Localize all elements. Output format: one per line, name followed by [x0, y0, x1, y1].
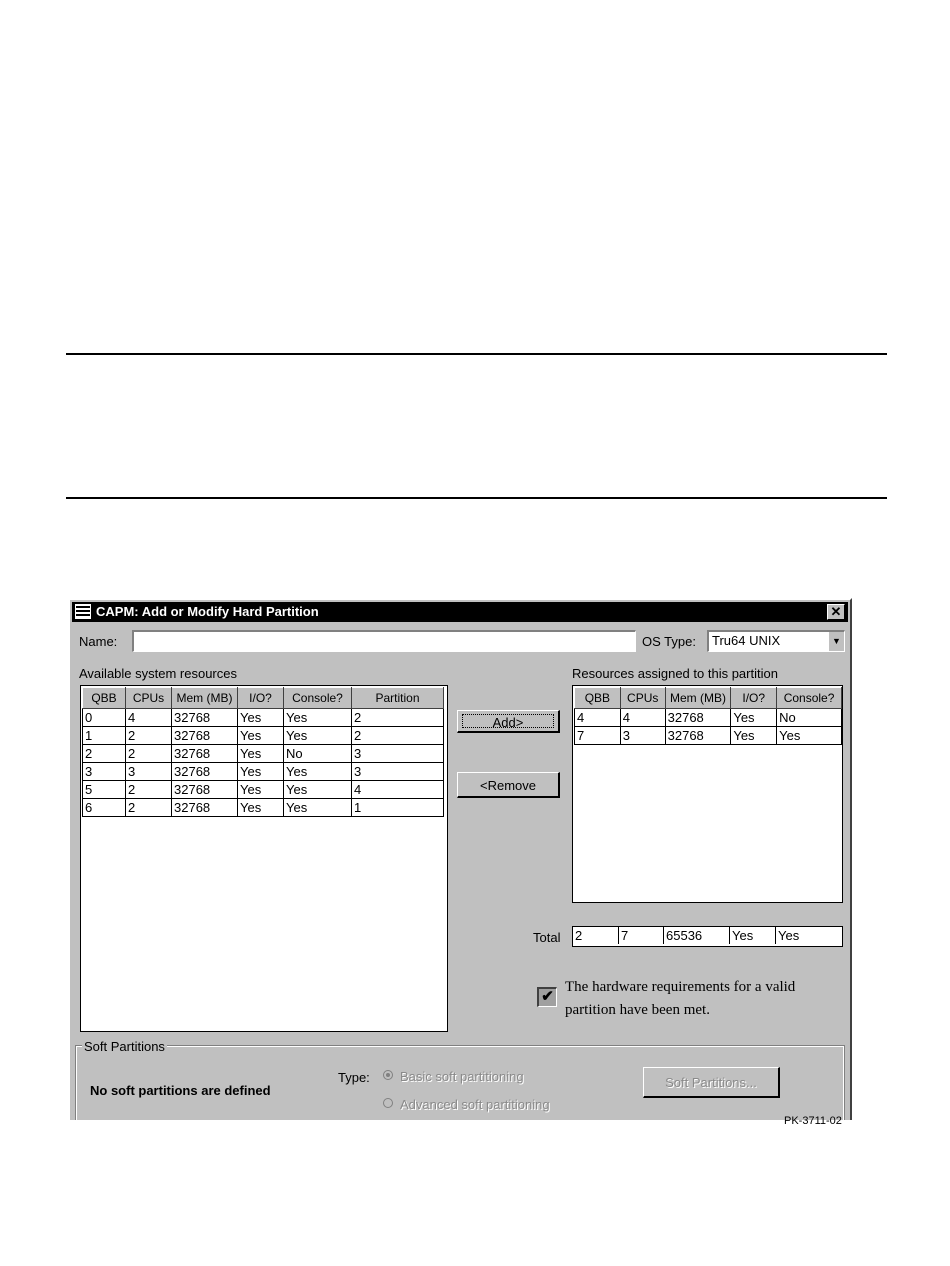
advanced-soft-partitioning-radio[interactable]: [383, 1098, 393, 1108]
assigned-resources-table[interactable]: [572, 685, 843, 903]
total-cell: Yes: [776, 927, 841, 944]
advanced-soft-partitioning-label[interactable]: Advanced soft partitioning: [400, 1097, 550, 1112]
chevron-down-icon[interactable]: ▼: [828, 632, 844, 651]
table-row[interactable]: [83, 799, 444, 817]
table-cell: 32768: [172, 727, 238, 745]
column-header[interactable]: Partition: [352, 688, 444, 709]
total-cell: 65536: [664, 927, 730, 944]
table-cell: Yes: [284, 727, 352, 745]
table-cell: 2: [126, 799, 172, 817]
table-cell: 32768: [172, 709, 238, 727]
table-cell: 4: [575, 709, 621, 727]
close-button[interactable]: [827, 604, 845, 620]
table-cell: 3: [352, 763, 444, 781]
requirements-checkbox[interactable]: [537, 987, 557, 1007]
table-row[interactable]: [83, 727, 444, 745]
table-cell: 2: [126, 745, 172, 763]
table-row[interactable]: [575, 727, 842, 745]
soft-partitions-group-label: Soft Partitions: [84, 1039, 165, 1054]
table-cell: 2: [126, 781, 172, 799]
total-label: Total: [533, 930, 561, 945]
close-icon: ✕: [830, 604, 842, 619]
top-rule: [66, 353, 887, 355]
table-cell: 2: [83, 745, 126, 763]
total-cell: Yes: [730, 927, 776, 944]
column-header[interactable]: Mem (MB): [665, 688, 731, 709]
soft-partitions-button-label: Soft Partitions...: [665, 1075, 757, 1090]
column-header[interactable]: Mem (MB): [172, 688, 238, 709]
table-row[interactable]: [83, 709, 444, 727]
column-header[interactable]: CPUs: [620, 688, 665, 709]
table-cell: 32768: [172, 781, 238, 799]
table-cell: Yes: [284, 781, 352, 799]
column-header[interactable]: I/O?: [238, 688, 284, 709]
remove-button[interactable]: [457, 772, 560, 798]
table-cell: 32768: [172, 799, 238, 817]
table-cell: Yes: [238, 745, 284, 763]
requirements-line-2: partition have been met.: [565, 1002, 710, 1018]
table-cell: Yes: [238, 727, 284, 745]
column-header[interactable]: Console?: [777, 688, 842, 709]
basic-soft-partitioning-radio[interactable]: [383, 1070, 393, 1080]
table-row[interactable]: [83, 763, 444, 781]
column-header[interactable]: QBB: [83, 688, 126, 709]
name-label: Name:: [79, 634, 118, 649]
bottom-rule: [66, 497, 887, 499]
remove-button-label: <Remove: [480, 778, 536, 793]
requirements-text: [565, 976, 795, 1022]
table-cell: Yes: [284, 709, 352, 727]
table-cell: Yes: [284, 763, 352, 781]
table-row[interactable]: [83, 745, 444, 763]
table-cell: 4: [126, 709, 172, 727]
table-cell: 4: [352, 781, 444, 799]
os-type-label: OS Type:: [642, 634, 696, 649]
column-header[interactable]: QBB: [575, 688, 621, 709]
table-cell: 7: [575, 727, 621, 745]
add-button[interactable]: [457, 710, 560, 733]
table-cell: Yes: [238, 781, 284, 799]
column-header[interactable]: CPUs: [126, 688, 172, 709]
soft-partition-status: No soft partitions are defined: [90, 1083, 271, 1098]
table-cell: Yes: [731, 727, 777, 745]
table-cell: Yes: [777, 727, 842, 745]
available-resources-table[interactable]: [80, 685, 448, 1032]
hard-partition-dialog: [68, 598, 852, 1120]
table-cell: Yes: [731, 709, 777, 727]
table-row[interactable]: [575, 709, 842, 727]
table-cell: 3: [352, 745, 444, 763]
figure-id: PK-3711-02: [784, 1115, 842, 1127]
add-button-label: Add>: [492, 715, 524, 730]
table-cell: 3: [620, 727, 665, 745]
table-cell: No: [777, 709, 842, 727]
table-cell: 4: [620, 709, 665, 727]
table-cell: 3: [126, 763, 172, 781]
table-cell: Yes: [238, 799, 284, 817]
window-menu-icon[interactable]: [75, 604, 91, 619]
table-cell: Yes: [238, 709, 284, 727]
table-row[interactable]: [83, 781, 444, 799]
requirements-line-1: The hardware requirements for a valid: [565, 979, 796, 995]
checkmark-icon: ✔: [541, 988, 554, 1005]
title-bar[interactable]: [72, 602, 848, 622]
table-cell: Yes: [284, 799, 352, 817]
total-cell: 2: [573, 927, 619, 944]
window-title: CAPM: Add or Modify Hard Partition: [96, 604, 319, 619]
table-cell: 6: [83, 799, 126, 817]
table-cell: 32768: [665, 709, 731, 727]
table-cell: 1: [352, 799, 444, 817]
total-cell: 7: [619, 927, 664, 944]
table-cell: 0: [83, 709, 126, 727]
table-cell: 32768: [665, 727, 731, 745]
column-header[interactable]: I/O?: [731, 688, 777, 709]
table-cell: 2: [126, 727, 172, 745]
os-type-select[interactable]: [707, 630, 845, 652]
available-resources-label: Available system resources: [79, 666, 237, 681]
table-cell: 2: [352, 727, 444, 745]
table-cell: 3: [83, 763, 126, 781]
table-cell: 2: [352, 709, 444, 727]
soft-partitions-button[interactable]: [643, 1067, 780, 1098]
name-input[interactable]: [132, 630, 636, 652]
table-cell: 32768: [172, 745, 238, 763]
table-cell: 1: [83, 727, 126, 745]
table-cell: No: [284, 745, 352, 763]
table-cell: 5: [83, 781, 126, 799]
column-header[interactable]: Console?: [284, 688, 352, 709]
type-label: Type:: [338, 1070, 370, 1085]
os-type-value: Tru64 UNIX: [712, 633, 781, 648]
total-row: [572, 926, 843, 947]
basic-soft-partitioning-label[interactable]: Basic soft partitioning: [400, 1069, 524, 1084]
table-cell: 32768: [172, 763, 238, 781]
assigned-resources-label: Resources assigned to this partition: [572, 666, 778, 681]
table-cell: Yes: [238, 763, 284, 781]
